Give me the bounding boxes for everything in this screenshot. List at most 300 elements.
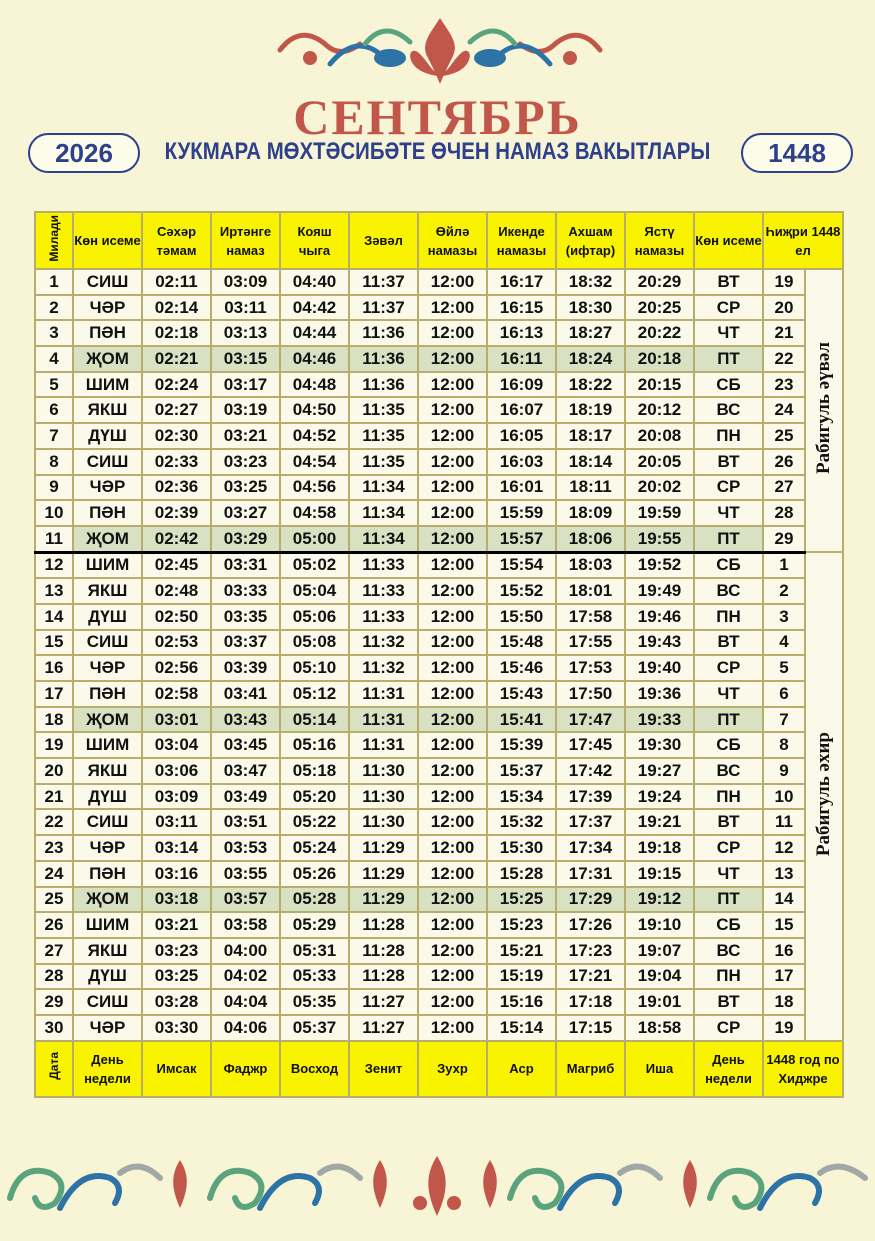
date-cell: 24	[35, 861, 73, 887]
maghrib-cell: 17:21	[556, 964, 625, 990]
weekday-russian-cell: ПТ	[694, 346, 763, 372]
fajr-cell: 03:17	[211, 372, 280, 398]
zuhr-cell: 12:00	[418, 295, 487, 321]
isha-cell: 19:46	[625, 604, 694, 630]
zenith-cell: 11:33	[349, 604, 418, 630]
fajr-cell: 03:09	[211, 269, 280, 295]
imsak-cell: 02:58	[142, 681, 211, 707]
table-row	[35, 938, 843, 964]
hijri-date-cell: 16	[763, 938, 805, 964]
weekday-tatar-cell: ҖОМ	[73, 346, 142, 372]
sunrise-cell: 05:29	[280, 912, 349, 938]
zuhr-cell: 12:00	[418, 475, 487, 501]
table-row	[35, 320, 843, 346]
weekday-tatar-cell: ЯКШ	[73, 938, 142, 964]
weekday-russian-cell: ПН	[694, 423, 763, 449]
sunrise-cell: 05:12	[280, 681, 349, 707]
zenith-cell: 11:32	[349, 630, 418, 656]
date-cell: 7	[35, 423, 73, 449]
date-cell: 17	[35, 681, 73, 707]
asr-cell: 15:14	[487, 1015, 556, 1041]
weekday-russian-cell: СБ	[694, 552, 763, 578]
table-row	[35, 681, 843, 707]
table-row	[35, 732, 843, 758]
hijri-date-cell: 17	[763, 964, 805, 990]
isha-cell: 19:01	[625, 989, 694, 1015]
fajr-cell: 03:27	[211, 500, 280, 526]
table-row	[35, 707, 843, 733]
date-cell: 2	[35, 295, 73, 321]
zuhr-cell: 12:00	[418, 758, 487, 784]
hijri-date-cell: 21	[763, 320, 805, 346]
zenith-cell: 11:37	[349, 295, 418, 321]
zuhr-cell: 12:00	[418, 681, 487, 707]
weekday-russian-cell: ЧТ	[694, 320, 763, 346]
hijri-date-cell: 2	[763, 578, 805, 604]
hijri-date-cell: 14	[763, 887, 805, 913]
hijri-date-cell: 19	[763, 269, 805, 295]
asr-cell: 15:54	[487, 552, 556, 578]
weekday-tatar-cell: ПӘН	[73, 320, 142, 346]
weekday-russian-cell: СР	[694, 295, 763, 321]
zenith-cell: 11:31	[349, 681, 418, 707]
weekday-tatar-cell: СИШ	[73, 449, 142, 475]
asr-cell: 15:37	[487, 758, 556, 784]
zenith-cell: 11:29	[349, 835, 418, 861]
table-row	[35, 372, 843, 398]
date-cell: 20	[35, 758, 73, 784]
zuhr-cell: 12:00	[418, 526, 487, 552]
maghrib-cell: 17:15	[556, 1015, 625, 1041]
maghrib-cell: 18:11	[556, 475, 625, 501]
weekday-russian-cell: СР	[694, 1015, 763, 1041]
weekday-russian-cell: СР	[694, 655, 763, 681]
footer-cell: Дата	[35, 1041, 73, 1097]
weekday-tatar-cell: ПӘН	[73, 861, 142, 887]
table-row	[35, 912, 843, 938]
weekday-tatar-cell: ШИМ	[73, 552, 142, 578]
maghrib-cell: 18:24	[556, 346, 625, 372]
hijri-date-cell: 8	[763, 732, 805, 758]
isha-cell: 19:15	[625, 861, 694, 887]
hijri-date-cell: 18	[763, 989, 805, 1015]
floral-ornament-border-bottom-icon	[0, 1148, 875, 1228]
fajr-cell: 03:45	[211, 732, 280, 758]
zuhr-cell: 12:00	[418, 604, 487, 630]
footer-cell: Имсак	[142, 1041, 211, 1097]
sunrise-cell: 05:02	[280, 552, 349, 578]
imsak-cell: 03:21	[142, 912, 211, 938]
zuhr-cell: 12:00	[418, 1015, 487, 1041]
maghrib-cell: 17:55	[556, 630, 625, 656]
table-row	[35, 578, 843, 604]
imsak-cell: 02:48	[142, 578, 211, 604]
zenith-cell: 11:34	[349, 500, 418, 526]
isha-cell: 18:58	[625, 1015, 694, 1041]
imsak-cell: 03:14	[142, 835, 211, 861]
zenith-cell: 11:27	[349, 1015, 418, 1041]
maghrib-cell: 17:29	[556, 887, 625, 913]
fajr-cell: 03:21	[211, 423, 280, 449]
maghrib-cell: 17:47	[556, 707, 625, 733]
floral-ornament-top-icon	[270, 14, 610, 86]
fajr-cell: 03:23	[211, 449, 280, 475]
zenith-cell: 11:33	[349, 578, 418, 604]
zenith-cell: 11:32	[349, 655, 418, 681]
zuhr-cell: 12:00	[418, 938, 487, 964]
asr-cell: 16:11	[487, 346, 556, 372]
weekday-russian-cell: СБ	[694, 372, 763, 398]
zuhr-cell: 12:00	[418, 346, 487, 372]
header-cell: Һиҗри 1448 ел	[763, 212, 843, 269]
asr-cell: 16:09	[487, 372, 556, 398]
table-row	[35, 655, 843, 681]
asr-cell: 15:50	[487, 604, 556, 630]
weekday-tatar-cell: ЧӘР	[73, 1015, 142, 1041]
fajr-cell: 03:39	[211, 655, 280, 681]
date-cell: 28	[35, 964, 73, 990]
date-cell: 29	[35, 989, 73, 1015]
date-cell: 23	[35, 835, 73, 861]
fajr-cell: 03:15	[211, 346, 280, 372]
isha-cell: 19:12	[625, 887, 694, 913]
sunrise-cell: 05:14	[280, 707, 349, 733]
date-cell: 22	[35, 809, 73, 835]
zuhr-cell: 12:00	[418, 964, 487, 990]
header-cell: Милади	[35, 212, 73, 269]
imsak-cell: 02:11	[142, 269, 211, 295]
sunrise-cell: 04:44	[280, 320, 349, 346]
zuhr-cell: 12:00	[418, 578, 487, 604]
date-cell: 4	[35, 346, 73, 372]
zenith-cell: 11:37	[349, 269, 418, 295]
zenith-cell: 11:36	[349, 346, 418, 372]
sunrise-cell: 04:52	[280, 423, 349, 449]
maghrib-cell: 17:18	[556, 989, 625, 1015]
zenith-cell: 11:36	[349, 372, 418, 398]
weekday-russian-cell: ПН	[694, 784, 763, 810]
sunrise-cell: 05:26	[280, 861, 349, 887]
weekday-russian-cell: ПН	[694, 964, 763, 990]
weekday-russian-cell: ЧТ	[694, 500, 763, 526]
date-cell: 18	[35, 707, 73, 733]
weekday-tatar-cell: ЯКШ	[73, 397, 142, 423]
asr-cell: 15:48	[487, 630, 556, 656]
footer-cell: 1448 год по Хиджре	[763, 1041, 843, 1097]
table-row	[35, 449, 843, 475]
date-cell: 9	[35, 475, 73, 501]
weekday-russian-cell: ВТ	[694, 809, 763, 835]
hijri-date-cell: 11	[763, 809, 805, 835]
asr-cell: 16:13	[487, 320, 556, 346]
zuhr-cell: 12:00	[418, 423, 487, 449]
date-cell: 11	[35, 526, 73, 552]
maghrib-cell: 18:09	[556, 500, 625, 526]
sunrise-cell: 04:54	[280, 449, 349, 475]
asr-cell: 15:19	[487, 964, 556, 990]
zuhr-cell: 12:00	[418, 861, 487, 887]
isha-cell: 20:08	[625, 423, 694, 449]
weekday-russian-cell: ПН	[694, 604, 763, 630]
hijri-date-cell: 10	[763, 784, 805, 810]
weekday-russian-cell: СБ	[694, 912, 763, 938]
maghrib-cell: 17:34	[556, 835, 625, 861]
imsak-cell: 03:01	[142, 707, 211, 733]
fajr-cell: 04:02	[211, 964, 280, 990]
imsak-cell: 03:25	[142, 964, 211, 990]
maghrib-cell: 18:32	[556, 269, 625, 295]
zenith-cell: 11:31	[349, 732, 418, 758]
maghrib-cell: 17:31	[556, 861, 625, 887]
weekday-tatar-cell: ПӘН	[73, 681, 142, 707]
fajr-cell: 03:58	[211, 912, 280, 938]
imsak-cell: 02:45	[142, 552, 211, 578]
weekday-tatar-cell: ШИМ	[73, 912, 142, 938]
zenith-cell: 11:33	[349, 552, 418, 578]
zenith-cell: 11:28	[349, 964, 418, 990]
isha-cell: 20:05	[625, 449, 694, 475]
fajr-cell: 03:55	[211, 861, 280, 887]
fajr-cell: 03:47	[211, 758, 280, 784]
hijri-date-cell: 26	[763, 449, 805, 475]
date-cell: 16	[35, 655, 73, 681]
hijri-date-cell: 13	[763, 861, 805, 887]
weekday-tatar-cell: ҖОМ	[73, 707, 142, 733]
isha-cell: 19:43	[625, 630, 694, 656]
imsak-cell: 02:50	[142, 604, 211, 630]
isha-cell: 19:52	[625, 552, 694, 578]
sunrise-cell: 04:58	[280, 500, 349, 526]
fajr-cell: 03:29	[211, 526, 280, 552]
asr-cell: 16:07	[487, 397, 556, 423]
sunrise-cell: 05:31	[280, 938, 349, 964]
sunrise-cell: 05:22	[280, 809, 349, 835]
sunrise-cell: 05:04	[280, 578, 349, 604]
isha-cell: 20:12	[625, 397, 694, 423]
maghrib-cell: 18:27	[556, 320, 625, 346]
sunrise-cell: 04:42	[280, 295, 349, 321]
weekday-russian-cell: ЧТ	[694, 681, 763, 707]
maghrib-cell: 17:37	[556, 809, 625, 835]
date-cell: 21	[35, 784, 73, 810]
weekday-russian-cell: ПТ	[694, 707, 763, 733]
zuhr-cell: 12:00	[418, 372, 487, 398]
imsak-cell: 02:24	[142, 372, 211, 398]
maghrib-cell: 17:50	[556, 681, 625, 707]
isha-cell: 19:33	[625, 707, 694, 733]
fajr-cell: 03:31	[211, 552, 280, 578]
table-row	[35, 784, 843, 810]
fajr-cell: 03:19	[211, 397, 280, 423]
date-cell: 27	[35, 938, 73, 964]
date-cell: 3	[35, 320, 73, 346]
imsak-cell: 03:06	[142, 758, 211, 784]
maghrib-cell: 17:26	[556, 912, 625, 938]
imsak-cell: 03:18	[142, 887, 211, 913]
table-row	[35, 964, 843, 990]
table-header-tatar	[35, 212, 843, 269]
weekday-russian-cell: ЧТ	[694, 861, 763, 887]
imsak-cell: 03:11	[142, 809, 211, 835]
asr-cell: 15:59	[487, 500, 556, 526]
weekday-tatar-cell: ШИМ	[73, 732, 142, 758]
zuhr-cell: 12:00	[418, 500, 487, 526]
hijri-date-cell: 12	[763, 835, 805, 861]
zuhr-cell: 12:00	[418, 835, 487, 861]
zenith-cell: 11:30	[349, 809, 418, 835]
weekday-russian-cell: ВТ	[694, 269, 763, 295]
sunrise-cell: 05:28	[280, 887, 349, 913]
hijri-date-cell: 1	[763, 552, 805, 578]
footer-cell: Иша	[625, 1041, 694, 1097]
maghrib-cell: 18:19	[556, 397, 625, 423]
imsak-cell: 02:33	[142, 449, 211, 475]
table-row	[35, 604, 843, 630]
imsak-cell: 02:36	[142, 475, 211, 501]
maghrib-cell: 17:42	[556, 758, 625, 784]
fajr-cell: 03:49	[211, 784, 280, 810]
hijri-date-cell: 7	[763, 707, 805, 733]
isha-cell: 19:30	[625, 732, 694, 758]
hijri-date-cell: 5	[763, 655, 805, 681]
table-row	[35, 397, 843, 423]
gregorian-year-badge: 2026	[28, 133, 140, 173]
maghrib-cell: 18:03	[556, 552, 625, 578]
footer-cell: Зенит	[349, 1041, 418, 1097]
zuhr-cell: 12:00	[418, 397, 487, 423]
imsak-cell: 03:23	[142, 938, 211, 964]
hijri-date-cell: 25	[763, 423, 805, 449]
weekday-tatar-cell: СИШ	[73, 269, 142, 295]
hijri-date-cell: 15	[763, 912, 805, 938]
maghrib-cell: 18:01	[556, 578, 625, 604]
header-cell: Көн исеме	[694, 212, 763, 269]
imsak-cell: 02:39	[142, 500, 211, 526]
imsak-cell: 02:27	[142, 397, 211, 423]
isha-cell: 20:02	[625, 475, 694, 501]
weekday-russian-cell: ВС	[694, 758, 763, 784]
weekday-tatar-cell: ЧӘР	[73, 475, 142, 501]
table-row	[35, 500, 843, 526]
footer-cell: Магриб	[556, 1041, 625, 1097]
hijri-date-cell: 3	[763, 604, 805, 630]
imsak-cell: 03:16	[142, 861, 211, 887]
date-cell: 14	[35, 604, 73, 630]
hijri-date-cell: 28	[763, 500, 805, 526]
weekday-russian-cell: ВТ	[694, 449, 763, 475]
fajr-cell: 03:25	[211, 475, 280, 501]
date-cell: 6	[35, 397, 73, 423]
sunrise-cell: 04:48	[280, 372, 349, 398]
weekday-russian-cell: ВТ	[694, 989, 763, 1015]
header-cell: Өйлә намазы	[418, 212, 487, 269]
date-cell: 15	[35, 630, 73, 656]
maghrib-cell: 17:39	[556, 784, 625, 810]
zuhr-cell: 12:00	[418, 269, 487, 295]
weekday-russian-cell: СР	[694, 475, 763, 501]
table-row	[35, 630, 843, 656]
isha-cell: 19:24	[625, 784, 694, 810]
isha-cell: 19:36	[625, 681, 694, 707]
sunrise-cell: 05:18	[280, 758, 349, 784]
weekday-russian-cell: ПТ	[694, 526, 763, 552]
sunrise-cell: 04:56	[280, 475, 349, 501]
sunrise-cell: 05:33	[280, 964, 349, 990]
sunrise-cell: 05:08	[280, 630, 349, 656]
table-row	[35, 346, 843, 372]
imsak-cell: 03:28	[142, 989, 211, 1015]
weekday-russian-cell: СР	[694, 835, 763, 861]
date-cell: 19	[35, 732, 73, 758]
asr-cell: 15:16	[487, 989, 556, 1015]
imsak-cell: 02:56	[142, 655, 211, 681]
zenith-cell: 11:35	[349, 397, 418, 423]
asr-cell: 16:03	[487, 449, 556, 475]
zenith-cell: 11:35	[349, 423, 418, 449]
weekday-tatar-cell: ДҮШ	[73, 964, 142, 990]
hijri-date-cell: 4	[763, 630, 805, 656]
imsak-cell: 02:42	[142, 526, 211, 552]
date-cell: 13	[35, 578, 73, 604]
asr-cell: 15:23	[487, 912, 556, 938]
table-row	[35, 887, 843, 913]
sunrise-cell: 05:37	[280, 1015, 349, 1041]
isha-cell: 19:49	[625, 578, 694, 604]
date-cell: 8	[35, 449, 73, 475]
hijri-date-cell: 6	[763, 681, 805, 707]
hijri-date-cell: 9	[763, 758, 805, 784]
fajr-cell: 04:06	[211, 1015, 280, 1041]
zuhr-cell: 12:00	[418, 655, 487, 681]
hijri-date-cell: 22	[763, 346, 805, 372]
zenith-cell: 11:27	[349, 989, 418, 1015]
sunrise-cell: 05:16	[280, 732, 349, 758]
fajr-cell: 03:33	[211, 578, 280, 604]
zenith-cell: 11:30	[349, 784, 418, 810]
zuhr-cell: 12:00	[418, 912, 487, 938]
isha-cell: 19:18	[625, 835, 694, 861]
date-cell: 26	[35, 912, 73, 938]
asr-cell: 15:52	[487, 578, 556, 604]
hijri-date-cell: 20	[763, 295, 805, 321]
imsak-cell: 02:21	[142, 346, 211, 372]
zenith-cell: 11:35	[349, 449, 418, 475]
footer-cell: День недели	[694, 1041, 763, 1097]
hijri-month-label: Рабигуль әхир	[813, 731, 834, 856]
zenith-cell: 11:28	[349, 938, 418, 964]
fajr-cell: 03:51	[211, 809, 280, 835]
table-row	[35, 475, 843, 501]
asr-cell: 16:15	[487, 295, 556, 321]
weekday-tatar-cell: ЯКШ	[73, 578, 142, 604]
header-cell: Ястү намазы	[625, 212, 694, 269]
imsak-cell: 02:30	[142, 423, 211, 449]
isha-cell: 20:15	[625, 372, 694, 398]
table-row	[35, 526, 843, 552]
isha-cell: 19:21	[625, 809, 694, 835]
imsak-cell: 02:53	[142, 630, 211, 656]
weekday-tatar-cell: ПӘН	[73, 500, 142, 526]
weekday-tatar-cell: ДҮШ	[73, 604, 142, 630]
table-row	[35, 423, 843, 449]
isha-cell: 19:27	[625, 758, 694, 784]
table-header-russian	[35, 1041, 843, 1097]
sunrise-cell: 05:10	[280, 655, 349, 681]
zuhr-cell: 12:00	[418, 552, 487, 578]
date-cell: 25	[35, 887, 73, 913]
date-cell: 5	[35, 372, 73, 398]
isha-cell: 20:22	[625, 320, 694, 346]
